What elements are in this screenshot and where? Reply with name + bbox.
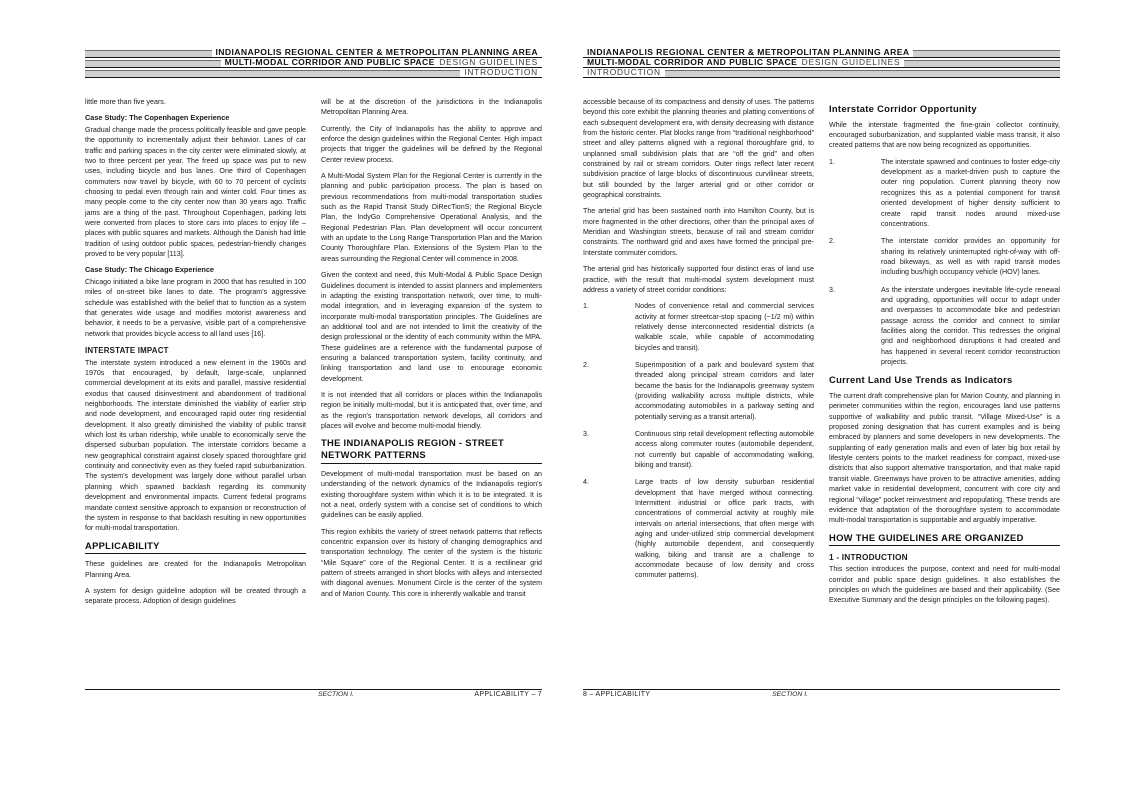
- paragraph: The current draft comprehensive plan for Marion County, and planning in perimeter communities within the region, encourages land use patterns supportive of walkability and public transit. “Village Mixed-Use” is a proposed zoning designation that has current examples and is being embraced by planners and some developers in new developments. The supplanting of early generation malls and even of later big box retail by lifestyle centers points to the market readiness for compact, mixed-use districts that also support alternative transportation, and that make rapid transit viable. Greenways have proven to be attractive amenities, adding market value in residential development, concurrent with core city and regional “village” pocket reinvestment and repopulating. These trends are evidence that adaptation of the thoroughfare system to accommodate multi-modal transportation is supportable and arguably imperative.: [829, 392, 1060, 525]
- page-body: [85, 97, 542, 683]
- list-item-text: The interstate corridor provides an opportunity for sharing its relatively uninterrupted right-of-way with off-road bikeways, as well as with rapid transit modes including bus/high occupancy vehicle (HOV) lanes.: [881, 237, 1060, 277]
- header-bar: [913, 50, 1060, 57]
- footer-page-label: APPLICABILITY – 7: [474, 691, 542, 698]
- text-column-1: [85, 97, 306, 683]
- paragraph: The arterial grid has historically supported four distinct eras of land use practice, with the result that multi-modal system development must address a variety of street corridor conditions:: [583, 265, 814, 294]
- header-bar: [85, 70, 460, 77]
- header-row-3: [85, 68, 542, 78]
- header-title-line2: [221, 56, 542, 67]
- organization-subheading: 1 - INTRODUCTION: [829, 552, 908, 563]
- paragraph: Gradual change made the process politically feasible and gave people the opportunity to incrementally adjust their behavior. Lanes of car traffic and parking spaces in the city center were eliminated slowly, at two to three percent per year. The freed up space was put to new uses, including bicycle and bus lanes. One third of Copenhagen commuters now travel by bicycle, with 60 to 70 percent of cyclists choosing to pedal even through rain and winter cold. Four times as many people come to the city center now than 30 years ago. Traffic jams are a thing of the past. Throughout Copenhagen, parking lots were converted from places to store cars into places to enjoy life – places with public squares and markets. Although the Danish had little tradition of using outdoor public spaces, pedestrian-friendly changes proved to be very popular [113].: [85, 125, 306, 259]
- section-heading: APPLICABILITY: [85, 540, 306, 555]
- page-footer: [583, 689, 1060, 698]
- list-item-number: 1.: [583, 302, 589, 311]
- list-item-number: 1.: [829, 157, 835, 166]
- footer-page-label: 8 – APPLICABILITY: [583, 691, 651, 698]
- paragraph: While the interstate fragmented the fine-grain collector continuity, encouraged suburbanization, and supplanted viable mass transit, it also created patterns that are now being recognized as opportunities.: [829, 120, 1060, 150]
- header-title-line1: INDIANAPOLIS REGIONAL CENTER & METROPOLITAN PLANNING AREA: [215, 47, 538, 57]
- paragraph: Development of multi-modal transportation must be based on an understanding of the network dynamics of the Indianapolis region's existing thoroughfare system within which it is to be integrated. It is not a neat, orderly system with a concise set of conditions to which guidelines can be easily applied.: [321, 469, 542, 520]
- text-column-2: [829, 97, 1060, 683]
- section-heading: THE INDIANAPOLIS REGION - STREET NETWORK PATTERNS: [321, 437, 542, 464]
- header-bar: [665, 70, 1060, 77]
- numbered-list: [583, 301, 814, 581]
- paragraph: This section introduces the purpose, context and need for multi-modal corridor and public space design guidelines. It also establishes the principles on which the guidelines are based and their applicability. (See Executive Summary and the design principles on the following pages).: [829, 565, 1060, 605]
- case-study-heading: Case Study: The Copenhagen Experience: [85, 113, 230, 123]
- text-column-1: [583, 97, 814, 683]
- header-title-bold: MULTI-MODAL CORRIDOR AND PUBLIC SPACE: [224, 57, 435, 67]
- paragraph: The arterial grid has been sustained north into Hamilton County, but is more fragmented in the other directions, other than the principal axes of Meridian and Washington streets, because of rail and stream corridor constraints. The northward grid and axes have formed the principal pre-Interstate commuter corridors.: [583, 207, 814, 257]
- header-bar: [904, 60, 1060, 67]
- header-title-light: DESIGN GUIDELINES: [439, 57, 538, 67]
- footer-section-label: SECTION I.: [772, 691, 808, 698]
- list-item-number: 2.: [583, 360, 589, 369]
- section-heading: Interstate Corridor Opportunity: [829, 103, 977, 114]
- page-body: [583, 97, 1060, 683]
- list-item: [829, 285, 1060, 368]
- header-row-3: [583, 68, 1060, 78]
- page-right: [583, 48, 1060, 700]
- list-item-text: Continuous strip retail development reflecting automobile access along commuter routes (automobile dependent, not currently but capable of accommodating walking, biking and transit).: [635, 429, 814, 469]
- header-title-light: DESIGN GUIDELINES: [801, 57, 901, 67]
- header-bar: [85, 50, 212, 57]
- list-item: [583, 477, 814, 580]
- text-column-2: [321, 97, 542, 683]
- list-item: [829, 236, 1060, 277]
- list-item: [583, 429, 814, 470]
- header-section-label: INTRODUCTION: [587, 67, 661, 77]
- list-item: [829, 157, 1060, 229]
- list-item-number: 3.: [829, 285, 835, 294]
- paragraph: accessible because of its compactness and density of uses. The patterns beyond this core exhibit the planning theories and platting conventions of each subsequent development era, with density decreasing with distance from the historic center. Plat blocks range from “traditional neighborhood” street and alley patterns aligned with a regional thoroughfare grid, to unplanned small subdivision plats that are “off the grid” and often constrained by rail or stream corridors. Outer rings reflect later recent subdivision practice of large blocks of discontinuous curvilinear streets, but still bounded by the larger arterial grid or other corridor or geographical constraints.: [583, 98, 814, 200]
- page-left: [85, 48, 542, 700]
- header-title-line1: INDIANAPOLIS REGIONAL CENTER & METROPOLITAN PLANNING AREA: [587, 47, 910, 57]
- paragraph: The interstate system introduced a new element in the 1960s and 1970s that encouraged, by default, large-scale, unplanned commercial development at its exits and parallel, massive residential exodus that caused disinvestment and abandonment of traditional neighborhoods. The interstate diminished the viability of earlier strip and node development, and encouraged rapid outer ring residential development. It also greatly diminished the viability of public transit which lost its urban ridership, while unable to economically serve the dispersed suburban population. The interstate corridors became a new geographical constraint against closely spaced thoroughfare grid continuity and connectivity even as they fueled rapid suburbanization. The system's development was largely done without parallel urban planning which spawned backlash regarding its community development and environmental impacts. Current federal programs mandate context sensitive approach to expansion or reconstruction of the system in response to that backlash resulting in new opportunities for multi-modal transportation.: [85, 358, 306, 533]
- list-item-number: 3.: [583, 429, 589, 438]
- page-footer: [85, 689, 542, 698]
- header-bar: [85, 60, 221, 67]
- list-item-text: The interstate spawned and continues to foster edge-city development as a market-driven push to capture the outer ring population. Current planning theory now recognizes this as a potential component for transit oriented development of higher density sufficient to create rapid transit nodes around mixed-use concentrations.: [881, 157, 1060, 228]
- list-item-number: 2.: [829, 237, 835, 246]
- paragraph: It is not intended that all corridors or places within the Indianapolis region be initially multi-modal, but it is anticipated that, over time, and as the region's transportation network develops, all corridors and places will evolve and become multi-modal friendly.: [321, 390, 542, 430]
- header-title-bold: MULTI-MODAL CORRIDOR AND PUBLIC SPACE: [587, 57, 798, 67]
- list-item-text: As the interstate undergoes inevitable life-cycle renewal and upgrading, opportunities will occur to adapt under and overpasses to accommodate bike and pedestrian passage across the corridor and connect to similar facilities along the corridor. This redresses the original grid and neighborhood disruptions it had created and has happened in several recent corridor reconstruction projects.: [881, 285, 1060, 366]
- footer-section-label: SECTION I.: [318, 691, 354, 698]
- paragraph: These guidelines are created for the Indianapolis Metropolitan Planning Area.: [85, 560, 306, 579]
- paragraph: A system for design guideline adoption will be created through a separate process. Adoption of design guidelines: [85, 586, 306, 606]
- list-item-text: Large tracts of low density suburban residential development that have merged without connecting. Intermittent industrial or office park tracts, with concentrations of commercial activity at roughly mile intervals on arterial intersections, that often merge with aging and under-utilized strip commercial development (highly automobile dependent, and consequently walking, biking and transit are a challenge to accommodate because of low density and cross commuter patterns).: [635, 478, 814, 580]
- header-title-line2: [583, 56, 904, 67]
- page-header: [583, 48, 1060, 78]
- paragraph: Chicago initiated a bike lane program in 2000 that has resulted in 100 miles of on-street bike lanes to date. The program's aggressive schedule was established with the belief that to function as a system that generates wide usage and modifies motorist awareness and behavior, it needs to be a pervasive, visible part of a comprehensive network that provides bicycle access to all land uses [16].: [85, 278, 306, 338]
- section-heading: HOW THE GUIDELINES ARE ORGANIZED: [829, 532, 1060, 547]
- section-subheading: INTERSTATE IMPACT: [85, 346, 169, 356]
- page-header: [85, 48, 542, 78]
- paragraph: Given the context and need, this Multi-Modal & Public Space Design Guidelines document is intended to assist planners and implementers in adapting the existing transportation network, over time, to multi-modal integration, and in leveraging expansion of the system to incorporate multi-modal transportation principles. The Guidelines are an additional tool and are not intended to limit the creativity of the design professional or the identity of each community within the MPA. These guidelines are a reference with the fundamental purpose of ensuring a balanced transportation system, facility continuity, and linking transportation and land use to encourage economic development.: [321, 271, 542, 383]
- list-item-text: Superimposition of a park and boulevard system that threaded along principal stream corridors and later became the basis for the Indianapolis greenway system (providing walkability across multiple districts, while accommodating automobiles in a parkway setting and potentially serving as a transit arterial).: [635, 360, 814, 421]
- paragraph: Currently, the City of Indianapolis has the ability to approve and enforce the design guidelines within the Regional Center. High impact projects that trigger the guidelines will be defined by the Regional Center review process.: [321, 124, 542, 164]
- paragraph: little more than five years.: [85, 98, 166, 106]
- list-item-number: 4.: [583, 478, 589, 487]
- paragraph: This region exhibits the variety of street network patterns that reflects concentric expansion over its history of changing demographics and transportation technology. The center of the system is the historic “Mile Square” core of the Regional Center. It is a rectilinear grid pattern of streets arranged in short blocks with alleys and intersected with diagonal avenues. Monument Circle is the center of the system and of Marion County. This core is inherently walkable and transit: [321, 527, 542, 598]
- numbered-list: [829, 157, 1060, 368]
- paragraph: will be at the discretion of the jurisdictions in the Indianapolis Metropolitan Planning Area.: [321, 98, 542, 117]
- list-item: [583, 301, 814, 353]
- list-item: [583, 360, 814, 422]
- case-study-heading: Case Study: The Chicago Experience: [85, 265, 214, 275]
- section-heading: Current Land Use Trends as Indicators: [829, 374, 1013, 386]
- list-item-text: Nodes of convenience retail and commercial services activity at former streetcar-stop spacing (~1/2 mi) within relatively dense interconnected residential districts (a walkable scale, while capable of accommodating bicycles and transit).: [635, 302, 814, 352]
- paragraph: A Multi-Modal System Plan for the Regional Center is currently in the planning and public participation process. The plan is based on previous recommendations from multi-modal transportation studies such as the Rapid Transit Study DiRecTionS; the Regional Bicycle Plan, the IndyGo Comprehensive Operational Analysis, and the Regional Pedestrian Plan. Plan development will occur concurrent with an update to the Long Range Transportation Plan and the Marion County Thoroughfare Plan. Extensions of the System Plan to the areas surrounding the Regional Center will commence in 2008.: [321, 172, 542, 263]
- header-section-label: INTRODUCTION: [464, 67, 538, 77]
